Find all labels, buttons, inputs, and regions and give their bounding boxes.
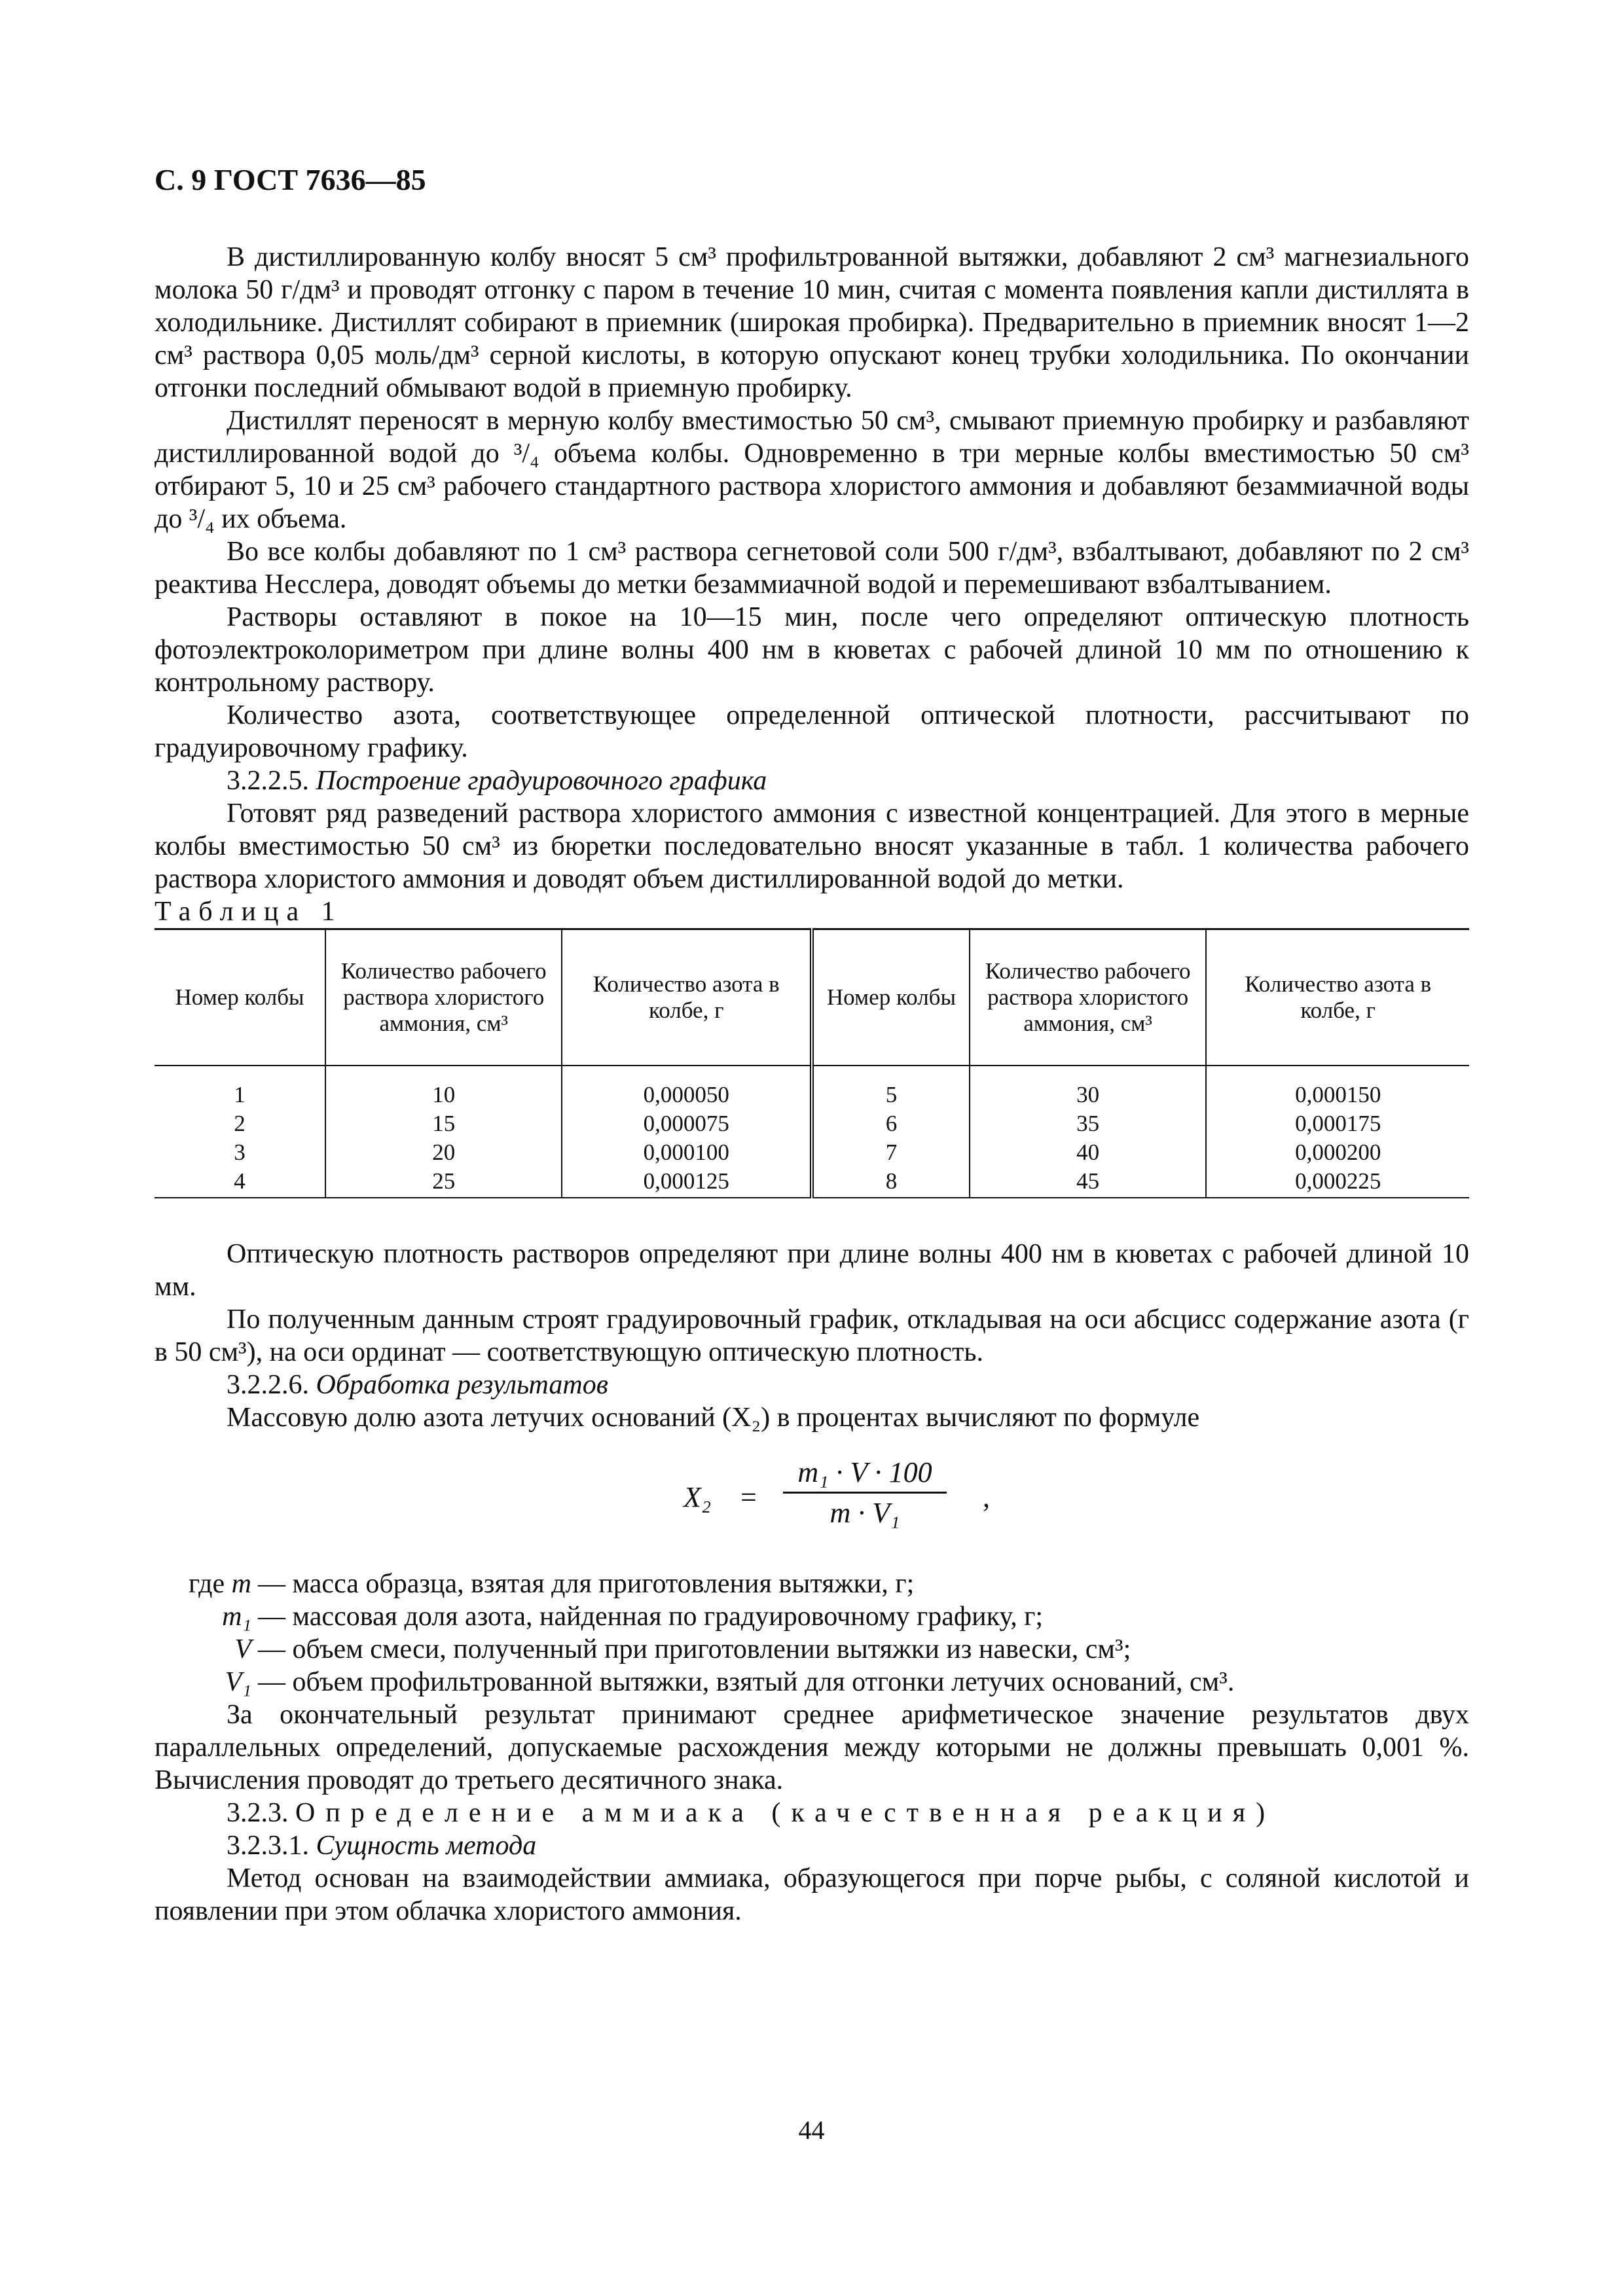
- table-cell: 0,000075: [643, 1111, 729, 1136]
- paragraph: За окончательный результат принимают среднее арифметическое значение результатов двух параллельных определений, допускаемые расхождения между которыми не должны превышать 0,001 %. Вычисления проводят до третьего десятичного знака.: [155, 1700, 1469, 1795]
- table-caption: Таблица 1: [155, 897, 343, 927]
- definitions-list: [155, 1568, 1469, 1698]
- table-cell: 45: [1076, 1168, 1100, 1194]
- table-cell: 4: [234, 1168, 246, 1194]
- definition-row: [155, 1600, 1469, 1633]
- nitrogen-table: [155, 928, 1469, 1198]
- formula-denominator: m · V₁: [830, 1497, 900, 1529]
- table-header: Количество рабочего раствора хлористого аммония, см³: [970, 929, 1206, 1066]
- paragraph: Дистиллят переносят в мерную колбу вместимостью 50 см³, смывают приемную пробирку и разбавляют дистиллированной водой до ³/₄ объема колбы. Одновременно в три мерные колбы вместимостью 50 см³ отбирают 5, 10 и 25 см³ рабочего стандартного раствора хлористого аммония и добавляют безаммиачной воды до ³/₄ их объема.: [155, 406, 1469, 534]
- table-header: Количество азота в колбе, г: [562, 929, 812, 1066]
- table-header: Количество рабочего раствора хлористого аммония, см³: [325, 929, 562, 1066]
- section-number: 3.2.3.: [227, 1798, 289, 1828]
- definition-symbol-wrap: [155, 1568, 258, 1600]
- table-cell: 0,000200: [1295, 1139, 1381, 1165]
- section-number: 3.2.2.6.: [227, 1370, 309, 1400]
- table-cell: 30: [1076, 1082, 1100, 1107]
- section-heading-3226: [155, 1369, 1469, 1401]
- formula-numerator: m₁ · V · 100: [797, 1456, 932, 1488]
- table-cell: 3: [234, 1139, 246, 1165]
- paragraph: Количество азота, соответствующее определенной оптической плотности, рассчитывают по градуировочному графику.: [155, 700, 1469, 763]
- definition-text: — объем профильтрованной вытяжки, взятый для отгонки летучих оснований, см³.: [258, 1667, 1235, 1697]
- table-header: Количество азота в колбе, г: [1206, 929, 1469, 1066]
- table-cell: 1: [234, 1082, 246, 1107]
- table-cell: 0,000175: [1295, 1111, 1381, 1136]
- definition-symbol: V: [234, 1634, 251, 1664]
- paragraph: В дистиллированную колбу вносят 5 см³ профильтрованной вытяжки, добавляют 2 см³ магнезиального молока 50 г/дм³ и проводят отгонку с паром в течение 10 мин, считая с момента появления капли дистиллята в холодильнике. Дистиллят собирают в приемник (широкая пробирка). Предварительно в приемник вносят 1—2 см³ раствора 0,05 моль/дм³ серной кислоты, в которую опускают конец трубки холодильника. По окончании отгонки последний обмывают водой в приемную пробирку.: [155, 242, 1469, 403]
- paragraph: По полученным данным строят градуировочный график, откладывая на оси абсцисс содержание азота (г в 50 см³), на оси ординат — соответствующую оптическую плотность.: [155, 1304, 1469, 1367]
- table-cell: 0,000125: [643, 1168, 729, 1194]
- table-cell: 25: [432, 1168, 456, 1194]
- table-column-flask: [812, 1066, 970, 1198]
- table-column-nitrogen: [562, 1066, 812, 1198]
- paragraph: Готовят ряд разведений раствора хлористого аммония с известной концентрацией. Для этого в мерные колбы вместимостью 50 см³ из бюретки последовательно вносят указанные в табл. 1 количества рабочего раствора хлористого аммония и доводят объем дистиллированной водой до метки.: [155, 798, 1469, 894]
- table-column-flask: [155, 1066, 325, 1198]
- page-number: 44: [798, 2115, 825, 2145]
- definition-prefix: где: [189, 1569, 225, 1599]
- table-cell: 0,000225: [1295, 1168, 1381, 1194]
- section-heading-3231: [155, 1829, 1469, 1862]
- table-cell: 20: [432, 1139, 456, 1165]
- table-column-volume: [325, 1066, 562, 1198]
- table-header: Номер колбы: [812, 929, 970, 1066]
- table-cell: 7: [885, 1139, 898, 1165]
- table-column-volume: [970, 1066, 1206, 1198]
- definition-symbol: m: [231, 1569, 251, 1599]
- definition-row: [155, 1568, 1469, 1600]
- section-title: Сущность метода: [316, 1831, 537, 1861]
- section-number: 3.2.3.1.: [227, 1831, 309, 1861]
- table-cell: 10: [432, 1082, 456, 1107]
- section-number: 3.2.2.5.: [227, 766, 309, 796]
- table-cell: 0,000150: [1295, 1082, 1381, 1107]
- definition-row: [155, 1633, 1469, 1666]
- definition-symbol: V₁: [225, 1667, 251, 1697]
- paragraph: Массовую долю азота летучих оснований (X₂) в процентах вычисляют по формуле: [227, 1403, 1200, 1433]
- paragraph: Растворы оставляют в покое на 10—15 мин, после чего определяют оптическую плотность фотоэлектроколориметром при длине волны 400 нм в кюветах с рабочей длиной 10 мм по отношению к контрольному раствору.: [155, 602, 1469, 698]
- fraction-bar: [783, 1492, 947, 1494]
- table-cell: 8: [885, 1168, 898, 1194]
- section-heading-323: [155, 1797, 1469, 1829]
- table-column-nitrogen: [1206, 1066, 1469, 1198]
- body-text: [155, 241, 1469, 1928]
- table-cell: 2: [234, 1111, 246, 1136]
- table-cell: 0,000100: [643, 1139, 729, 1165]
- section-title: Определение аммиака (качественная реакция): [295, 1798, 1276, 1828]
- formula-equals: =: [740, 1481, 757, 1513]
- table-cell: 6: [885, 1111, 898, 1136]
- table-cell: 5: [885, 1082, 898, 1107]
- definition-text: — массовая доля азота, найденная по градуировочному графику, г;: [258, 1602, 1044, 1632]
- section-title: Построение градуировочного графика: [316, 766, 767, 796]
- table-cell: 35: [1076, 1111, 1100, 1136]
- definition-symbol: m₁: [222, 1602, 251, 1632]
- paragraph: Метод основан на взаимодействии аммиака, образующегося при порче рыбы, с соляной кислотой и появлении при этом облачка хлористого аммония.: [155, 1863, 1469, 1926]
- table-cell: 0,000050: [643, 1082, 729, 1107]
- formula: [155, 1452, 1469, 1551]
- definition-text: — объем смеси, полученный при приготовлении вытяжки из навески, см³;: [258, 1634, 1131, 1664]
- table-cell: 15: [432, 1111, 456, 1136]
- paragraph: Оптическую плотность растворов определяют при длине волны 400 нм в кюветах с рабочей длиной 10 мм.: [155, 1239, 1469, 1302]
- page-header: С. 9 ГОСТ 7636—85: [155, 163, 426, 196]
- formula-comma: ,: [983, 1481, 990, 1513]
- table-header: Номер колбы: [155, 929, 325, 1066]
- table-cell: 40: [1076, 1139, 1100, 1165]
- formula-lhs: X₂: [684, 1481, 712, 1513]
- definition-text: — масса образца, взятая для приготовления вытяжки, г;: [258, 1569, 915, 1599]
- definition-row: [155, 1666, 1469, 1698]
- section-heading-3225: [155, 764, 1469, 797]
- section-title: Обработка результатов: [316, 1370, 608, 1400]
- paragraph: Во все колбы добавляют по 1 см³ раствора сегнетовой соли 500 г/дм³, взбалтывают, добавляют по 2 см³ реактива Несслера, доводят объемы до метки безаммиачной водой и перемешивают взбалтыванием.: [155, 537, 1469, 600]
